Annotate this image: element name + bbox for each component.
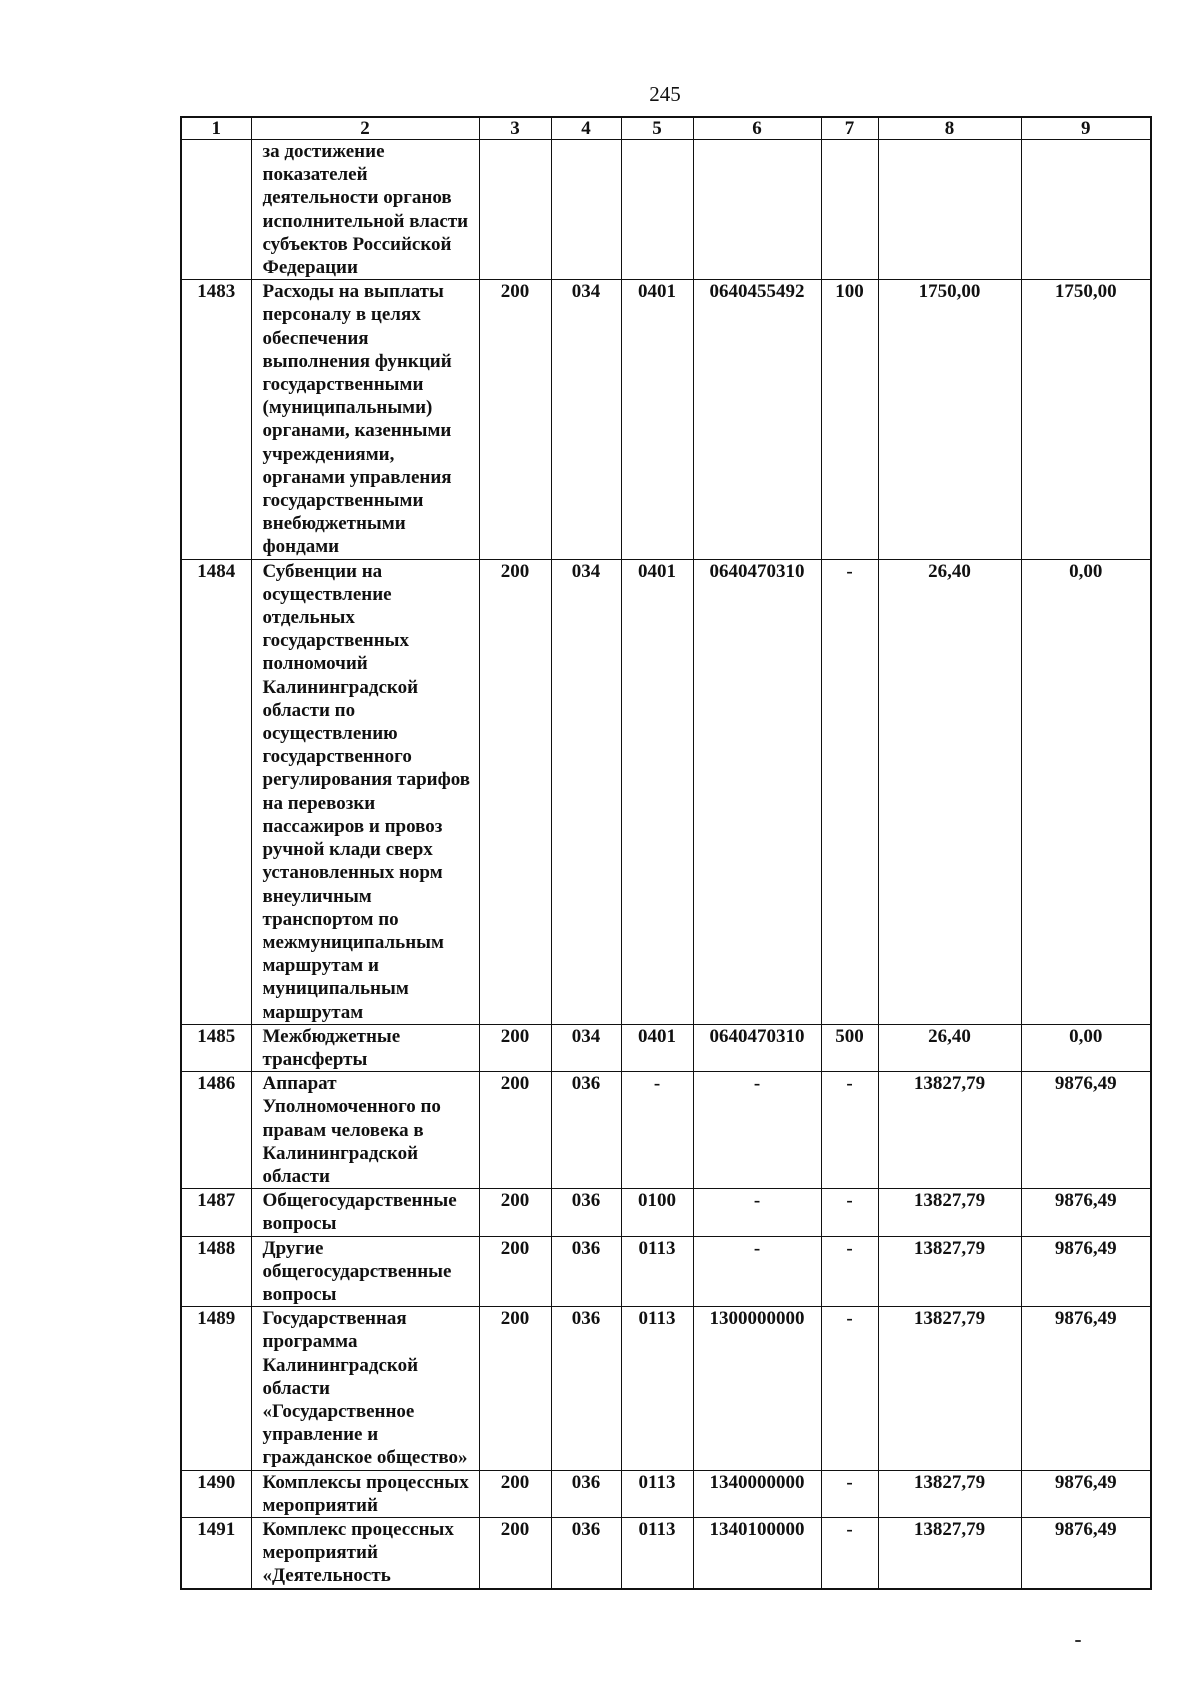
row-number: 1487 bbox=[181, 1189, 251, 1236]
row-description: Субвенции на осуществление отдельных государственных полномочий Калининградской области по осуществлению государственного регулирования тарифов на перевозки пассажиров и провоз ручной клади сверх установленных норм внеуличным транспортом по межмуниципальным маршрутам и муниципальным маршрутам bbox=[251, 559, 479, 1024]
row-description: Общегосударственные вопросы bbox=[251, 1189, 479, 1236]
col-7-value bbox=[821, 140, 878, 280]
col-7-value: 100 bbox=[821, 280, 878, 559]
row-description: Аппарат Уполномоченного по правам человека в Калининградской области bbox=[251, 1072, 479, 1189]
col-5-value: 0401 bbox=[621, 559, 693, 1024]
col-5-value bbox=[621, 140, 693, 280]
col-9-amount: 9876,49 bbox=[1021, 1517, 1151, 1588]
table-row bbox=[181, 1517, 1151, 1588]
table-row bbox=[181, 559, 1151, 1024]
col-4-value: 036 bbox=[551, 1189, 621, 1236]
col-6-value bbox=[693, 140, 821, 280]
scan-speck bbox=[1075, 1640, 1081, 1642]
col-4-value: 036 bbox=[551, 1470, 621, 1517]
col-7-value: - bbox=[821, 1470, 878, 1517]
table-row bbox=[181, 1072, 1151, 1189]
col-6-value: 0640455492 bbox=[693, 280, 821, 559]
col-9-amount: 9876,49 bbox=[1021, 1470, 1151, 1517]
col-9-amount: 9876,49 bbox=[1021, 1236, 1151, 1307]
col-4-value: 034 bbox=[551, 280, 621, 559]
col-8-amount: 13827,79 bbox=[878, 1189, 1021, 1236]
col-3-value: 200 bbox=[479, 1517, 551, 1588]
col-6-value: 0640470310 bbox=[693, 559, 821, 1024]
table-row bbox=[181, 280, 1151, 559]
row-description: Комплексы процессных мероприятий bbox=[251, 1470, 479, 1517]
col-5-value: 0113 bbox=[621, 1470, 693, 1517]
table-header-cell: 7 bbox=[821, 117, 878, 140]
row-number: 1488 bbox=[181, 1236, 251, 1307]
row-number: 1491 bbox=[181, 1517, 251, 1588]
row-description: за достижение показателей деятельности органов исполнительной власти субъектов Российской Федерации bbox=[251, 140, 479, 280]
budget-table bbox=[180, 116, 1152, 1590]
col-4-value: 034 bbox=[551, 1024, 621, 1071]
table-header-cell: 3 bbox=[479, 117, 551, 140]
col-4-value: 036 bbox=[551, 1517, 621, 1588]
col-6-value: 1340100000 bbox=[693, 1517, 821, 1588]
col-8-amount: 13827,79 bbox=[878, 1307, 1021, 1470]
col-9-amount: 9876,49 bbox=[1021, 1072, 1151, 1189]
col-3-value: 200 bbox=[479, 1189, 551, 1236]
col-5-value: 0113 bbox=[621, 1236, 693, 1307]
col-5-value: 0401 bbox=[621, 1024, 693, 1071]
col-4-value: 036 bbox=[551, 1236, 621, 1307]
col-7-value: - bbox=[821, 1189, 878, 1236]
table-row bbox=[181, 1189, 1151, 1236]
col-8-amount bbox=[878, 140, 1021, 280]
row-number bbox=[181, 140, 251, 280]
col-6-value: 1340000000 bbox=[693, 1470, 821, 1517]
col-3-value: 200 bbox=[479, 559, 551, 1024]
col-6-value: - bbox=[693, 1236, 821, 1307]
row-description: Расходы на выплаты персоналу в целях обеспечения выполнения функций государственными (муниципальными) органами, казенными учреждениями, органами управления государственными внебюджетными фондами bbox=[251, 280, 479, 559]
col-4-value: 034 bbox=[551, 559, 621, 1024]
col-8-amount: 13827,79 bbox=[878, 1517, 1021, 1588]
col-5-value: 0100 bbox=[621, 1189, 693, 1236]
col-8-amount: 13827,79 bbox=[878, 1072, 1021, 1189]
col-3-value: 200 bbox=[479, 1024, 551, 1071]
table-header-cell: 6 bbox=[693, 117, 821, 140]
col-7-value: - bbox=[821, 1236, 878, 1307]
table-header-cell: 1 bbox=[181, 117, 251, 140]
col-3-value: 200 bbox=[479, 1236, 551, 1307]
col-9-amount: 9876,49 bbox=[1021, 1307, 1151, 1470]
col-4-value: 036 bbox=[551, 1307, 621, 1470]
page-number: 245 bbox=[649, 82, 681, 106]
col-5-value: 0401 bbox=[621, 280, 693, 559]
col-7-value: - bbox=[821, 1307, 878, 1470]
col-5-value: 0113 bbox=[621, 1307, 693, 1470]
col-6-value: 0640470310 bbox=[693, 1024, 821, 1071]
row-number: 1483 bbox=[181, 280, 251, 559]
table-row bbox=[181, 1307, 1151, 1470]
col-8-amount: 26,40 bbox=[878, 559, 1021, 1024]
col-8-amount: 13827,79 bbox=[878, 1236, 1021, 1307]
row-number: 1484 bbox=[181, 559, 251, 1024]
col-9-amount: 1750,00 bbox=[1021, 280, 1151, 559]
col-5-value: 0113 bbox=[621, 1517, 693, 1588]
row-number: 1489 bbox=[181, 1307, 251, 1470]
table-row bbox=[181, 1470, 1151, 1517]
col-8-amount: 26,40 bbox=[878, 1024, 1021, 1071]
col-4-value: 036 bbox=[551, 1072, 621, 1189]
table-row bbox=[181, 1236, 1151, 1307]
col-5-value: - bbox=[621, 1072, 693, 1189]
col-9-amount bbox=[1021, 140, 1151, 280]
col-7-value: - bbox=[821, 1072, 878, 1189]
table-header-cell: 5 bbox=[621, 117, 693, 140]
col-8-amount: 1750,00 bbox=[878, 280, 1021, 559]
col-3-value: 200 bbox=[479, 1470, 551, 1517]
row-number: 1490 bbox=[181, 1470, 251, 1517]
table-row bbox=[181, 140, 1151, 280]
col-6-value: 1300000000 bbox=[693, 1307, 821, 1470]
col-9-amount: 0,00 bbox=[1021, 559, 1151, 1024]
col-7-value: - bbox=[821, 1517, 878, 1588]
col-8-amount: 13827,79 bbox=[878, 1470, 1021, 1517]
col-3-value: 200 bbox=[479, 1307, 551, 1470]
table-header-cell: 2 bbox=[251, 117, 479, 140]
row-number: 1485 bbox=[181, 1024, 251, 1071]
table-header-row bbox=[181, 117, 1151, 140]
col-6-value: - bbox=[693, 1189, 821, 1236]
col-3-value bbox=[479, 140, 551, 280]
col-3-value: 200 bbox=[479, 1072, 551, 1189]
col-6-value: - bbox=[693, 1072, 821, 1189]
col-7-value: - bbox=[821, 559, 878, 1024]
table-row bbox=[181, 1024, 1151, 1071]
table-header-cell: 8 bbox=[878, 117, 1021, 140]
row-number: 1486 bbox=[181, 1072, 251, 1189]
col-3-value: 200 bbox=[479, 280, 551, 559]
row-description: Другие общегосударственные вопросы bbox=[251, 1236, 479, 1307]
row-description: Межбюджетные трансферты bbox=[251, 1024, 479, 1071]
col-7-value: 500 bbox=[821, 1024, 878, 1071]
row-description: Государственная программа Калининградской области «Государственное управление и гражданское общество» bbox=[251, 1307, 479, 1470]
col-4-value bbox=[551, 140, 621, 280]
table-header-cell: 4 bbox=[551, 117, 621, 140]
row-description: Комплекс процессных мероприятий «Деятельность bbox=[251, 1517, 479, 1588]
table-header-cell: 9 bbox=[1021, 117, 1151, 140]
col-9-amount: 0,00 bbox=[1021, 1024, 1151, 1071]
col-9-amount: 9876,49 bbox=[1021, 1189, 1151, 1236]
